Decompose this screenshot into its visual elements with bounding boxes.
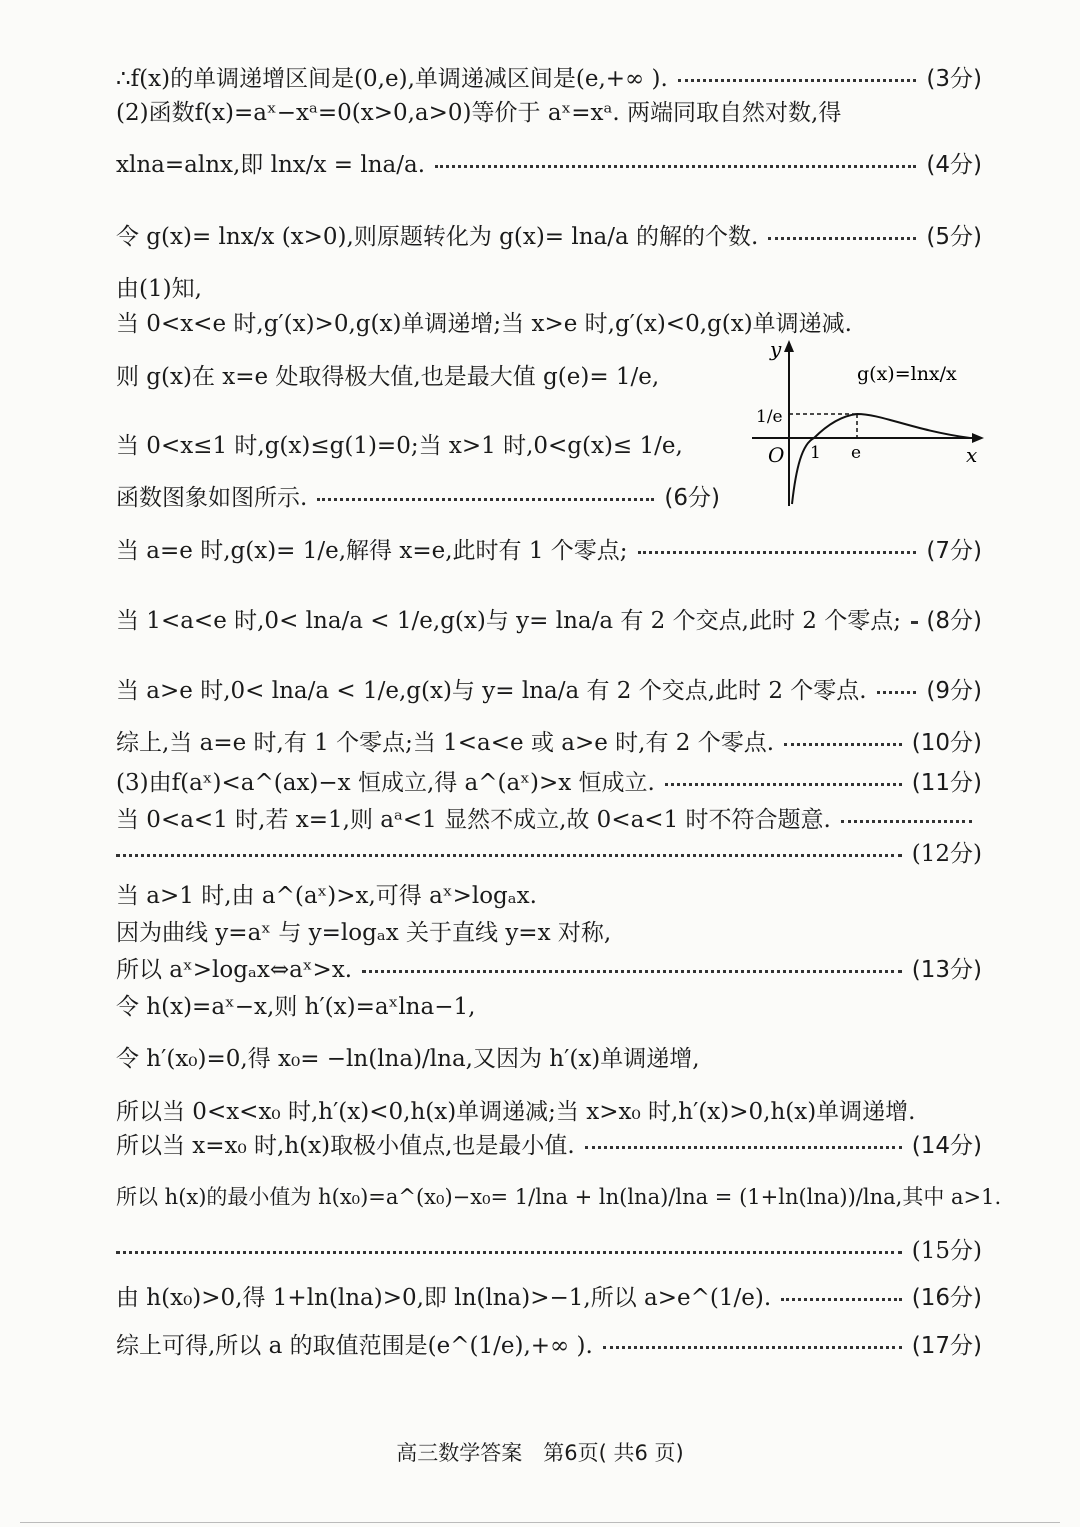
score: (5分): [926, 223, 982, 250]
x-axis-label: x: [966, 443, 978, 467]
line-23: [116, 1125, 982, 1161]
line-text: (3)由f(aˣ)<a^(ax)−x 恒成立,得 a^(aˣ)>x 恒成立.: [116, 769, 655, 796]
leader-dots: [638, 551, 917, 554]
line-21: [116, 1038, 982, 1074]
peak-label: 1/e: [756, 407, 783, 427]
line-text: ∴f(x)的单调递增区间是(0,e),单调递减区间是(e,+∞ ).: [116, 65, 668, 92]
line-26: [116, 1277, 982, 1313]
line-text: xlna=alnx,即 lnx/x = lna/a.: [116, 151, 426, 178]
line-22: [116, 1091, 982, 1127]
leader-dots: [116, 1251, 902, 1254]
line-text: 当 0<a<1 时,若 x=1,则 aᵃ<1 显然不成立,故 0<a<1 时不符合题意.: [116, 806, 831, 833]
score: (9分): [926, 677, 982, 704]
line-8: [116, 425, 720, 461]
line-4: [116, 216, 982, 252]
line-text: 当 a>e 时,0< lna/a < 1/e,g(x)与 y= lna/a 有 2 个交点,此时 2 个零点.: [116, 677, 867, 704]
line-text: 当 1<a<e 时,0< lna/a < 1/e,g(x)与 y= lna/a 有 2 个交点,此时 2 个零点;: [116, 607, 901, 634]
line-7: [116, 356, 720, 392]
line-text: 则 g(x)在 x=e 处取得极大值,也是最大值 g(e)= 1/e,: [116, 363, 660, 390]
line-11: [116, 600, 982, 636]
score: (11分): [911, 769, 982, 796]
line-18: [116, 912, 982, 948]
leader-dots: [877, 691, 917, 694]
function-graph: [742, 338, 992, 510]
line-text: 函数图象如图所示.: [116, 484, 308, 511]
line-9: [116, 477, 720, 513]
line-15: [116, 799, 982, 835]
score: (7分): [926, 537, 982, 564]
score: (3分): [926, 65, 982, 92]
line-6: [116, 303, 982, 339]
line-27: [116, 1325, 982, 1361]
line-3: [116, 144, 982, 180]
score: (10分): [911, 729, 982, 756]
tick-e-label: e: [851, 443, 862, 463]
line-5: [116, 268, 982, 304]
score: (12分): [911, 840, 982, 867]
line-12: [116, 670, 982, 706]
leader-dots: [841, 820, 972, 823]
line-text: 由 h(x₀)>0,得 1+ln(lna)>0,即 ln(lna)>−1,所以 a>e^(1/e).: [116, 1284, 772, 1311]
line-19: [116, 949, 982, 985]
origin-label: O: [768, 443, 785, 467]
line-text: 综上,当 a=e 时,有 1 个零点;当 1<a<e 或 a>e 时,有 2 个零点.: [116, 729, 775, 756]
line-text: 当 0<x<e 时,g′(x)>0,g(x)单调递增;当 x>e 时,g′(x)<0,g(x)单调递减.: [116, 310, 852, 337]
line-text: 令 h(x)=aˣ−x,则 h′(x)=aˣlna−1,: [116, 993, 476, 1020]
y-arrow: [784, 340, 794, 352]
leader-dots: [768, 237, 916, 240]
line-text: 因为曲线 y=aˣ 与 y=logₐx 关于直线 y=x 对称,: [116, 919, 612, 946]
leader-dots: [678, 79, 917, 82]
leader-dots: [665, 783, 902, 786]
line-text: (2)函数f(x)=aˣ−xᵃ=0(x>0,a>0)等价于 aˣ=xᵃ. 两端同取自然对数,得: [116, 99, 842, 126]
score: (14分): [911, 1132, 982, 1159]
tick-1-label: 1: [810, 443, 821, 463]
x-arrow: [972, 433, 984, 443]
line-text: 当 a=e 时,g(x)= 1/e,解得 x=e,此时有 1 个零点;: [116, 537, 628, 564]
score: (8分): [926, 607, 982, 634]
bottom-rule: [20, 1522, 1060, 1523]
score: (16分): [911, 1284, 982, 1311]
line-text: 综上可得,所以 a 的取值范围是(e^(1/e),+∞ ).: [116, 1332, 593, 1359]
line-13: [116, 722, 982, 758]
leader-dots: [911, 621, 916, 624]
leader-dots: [784, 743, 902, 746]
line-20: [116, 986, 982, 1022]
line-2: [116, 92, 982, 128]
line-25: [116, 1230, 982, 1266]
leader-dots: [603, 1346, 902, 1349]
leader-dots: [585, 1146, 902, 1149]
line-17: [116, 875, 982, 911]
line-24: [116, 1178, 1002, 1214]
score: (4分): [926, 151, 982, 178]
function-label: g(x)=lnx/x: [857, 363, 957, 385]
line-text: 所以当 0<x<x₀ 时,h′(x)<0,h(x)单调递减;当 x>x₀ 时,h′(x)>0,h(x)单调递增.: [116, 1098, 916, 1125]
line-text: 所以 aˣ>logₐx⇔aˣ>x.: [116, 956, 353, 983]
line-10: [116, 530, 982, 566]
line-text: 所以 h(x)的最小值为 h(x₀)=a^(x₀)−x₀= 1/lna + ln(lna)/lna = (1+ln(lna))/lna,其中 a>1.: [116, 1185, 1002, 1209]
line-text: 由(1)知,: [116, 275, 202, 302]
score: (13分): [911, 956, 982, 983]
leader-dots: [362, 970, 902, 973]
leader-dots: [317, 498, 654, 501]
line-1: [116, 58, 982, 94]
line-text: 所以当 x=x₀ 时,h(x)取极小值点,也是最小值.: [116, 1132, 575, 1159]
line-text: 当 a>1 时,由 a^(aˣ)>x,可得 aˣ>logₐx.: [116, 882, 537, 909]
line-text: 当 0<x≤1 时,g(x)≤g(1)=0;当 x>1 时,0<g(x)≤ 1/e,: [116, 432, 683, 459]
line-14: [116, 762, 982, 798]
y-axis-label: y: [770, 338, 782, 361]
leader-dots: [781, 1298, 902, 1301]
score: (6分): [664, 484, 720, 511]
leader-dots: [116, 854, 902, 857]
score: (15分): [911, 1237, 982, 1264]
line-text: 令 g(x)= lnx/x (x>0),则原题转化为 g(x)= lna/a 的解的个数.: [116, 223, 759, 250]
score: (17分): [911, 1332, 982, 1359]
leader-dots: [435, 165, 916, 168]
line-16: [116, 833, 982, 869]
page-footer: 高三数学答案 第6页( 共6 页): [396, 1441, 684, 1465]
line-text: 令 h′(x₀)=0,得 x₀= −ln(lna)/lna,又因为 h′(x)单调递增,: [116, 1045, 700, 1072]
